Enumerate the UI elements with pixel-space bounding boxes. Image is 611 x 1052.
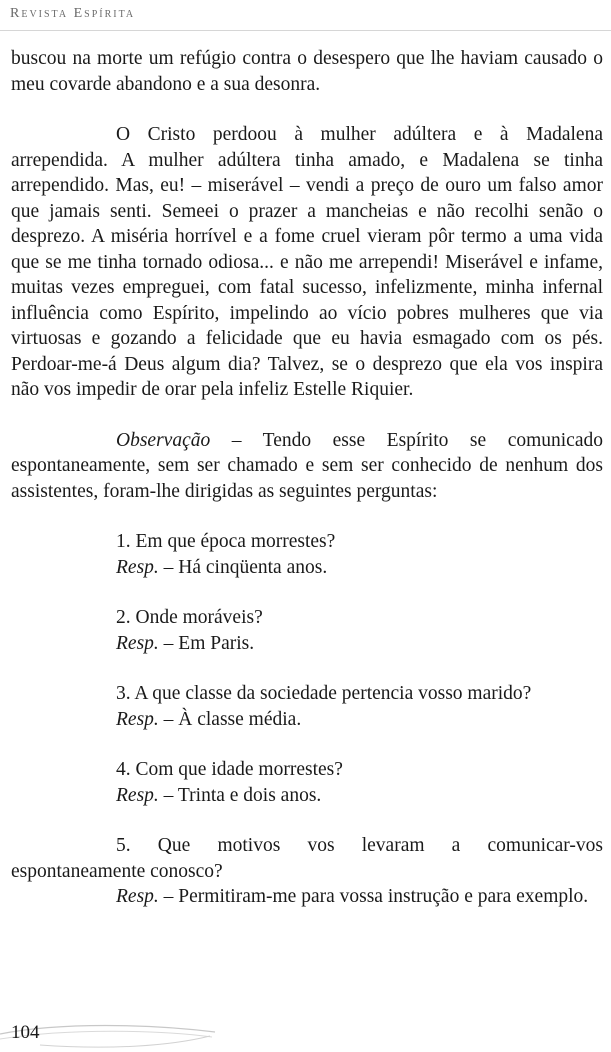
answer-1 — [11, 555, 603, 581]
running-header: Revista Espírita — [10, 6, 136, 21]
answer-2-text: – Em Paris. — [158, 632, 255, 654]
answer-3 — [11, 707, 603, 733]
question-1: 1. Em que época morrestes? — [116, 531, 336, 552]
answer-4-text: – Trinta e dois anos. — [158, 784, 322, 806]
answer-1-text: – Há cinqüenta anos. — [158, 556, 328, 578]
resp-label: Resp. — [116, 886, 159, 907]
answer-5-text: – Permitiram-me para vossa instrução e para exemplo. — [158, 886, 589, 907]
answer-5 — [11, 884, 603, 910]
paragraph-confession: O Cristo perdoou à mulher adúltera e à Madalena arrependida. A mulher adúltera tinha amado, e Madalena se tinha arrependido. Mas, eu! – miserável – vendi a preço de ouro um falso amor que jamais senti. Semeei o prazer a mancheias e não recolhi senão o desprezo. A miséria horrível e a fome cruel vieram pôr termo a uma vida que se me tinha tornado odiosa... e não me arrependi! Miserável e infame, muitas vezes empreguei, com fatal sucesso, infelizmente, minha infernal influência como Espírito, impelindo ao vício pobres mulheres que via virtuosas e gozando a felicidade que eu havia esmagado com os pés. Perdoar-me-á Deus algum dia? Talvez, se o desprezo que ela vos inspira não vos impedir de orar pela infeliz Estelle Riquier. — [11, 124, 603, 400]
resp-label: Resp. — [116, 708, 159, 730]
answer-4 — [11, 783, 603, 809]
question-4: 4. Com que idade morrestes? — [116, 759, 343, 780]
question-2: 2. Onde moráveis? — [116, 607, 263, 628]
footer-swoosh-ornament — [0, 1012, 611, 1052]
page-number: 104 — [11, 1022, 40, 1043]
page-body — [11, 46, 603, 910]
answer-2 — [11, 631, 603, 657]
resp-label: Resp. — [116, 556, 159, 578]
observation-label: Observação — [116, 429, 211, 451]
paragraph-continuation: buscou na morte um refúgio contra o desespero que lhe haviam causado o meu covarde abandono e a sua desonra. — [11, 48, 603, 95]
answer-3-text: – À classe média. — [158, 708, 302, 730]
paragraph-observation — [11, 428, 603, 505]
question-5: 5. Que motivos vos levaram a comunicar-vos espontaneamente conosco? — [11, 835, 603, 882]
resp-label: Resp. — [116, 784, 159, 806]
resp-label: Resp. — [116, 632, 159, 654]
header-rule — [0, 30, 611, 31]
question-3: 3. A que classe da sociedade pertencia vosso marido? — [116, 683, 532, 704]
observation-text: – Tendo esse Espírito se comunicado espontaneamente, sem ser chamado e sem ser conhecido de nenhum dos assistentes, foram-lhe dirigidas as seguintes perguntas: — [11, 429, 603, 502]
